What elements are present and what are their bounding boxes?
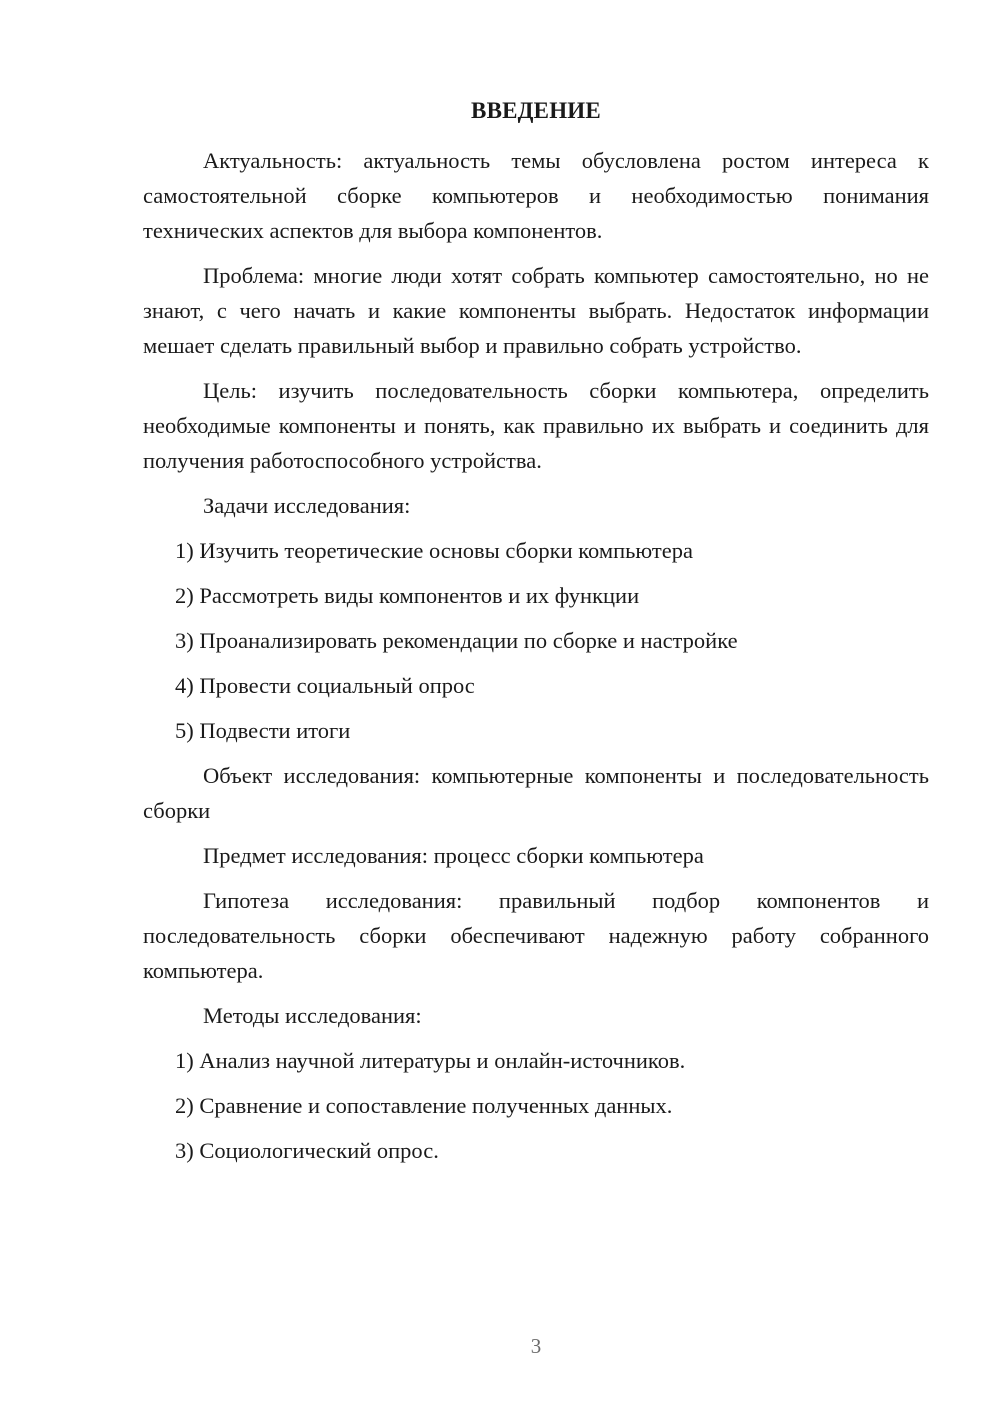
problem-paragraph: Проблема: многие люди хотят собрать компьютер самостоятельно, но не знают, с чего начать и какие компоненты выбрать. Недостаток информации мешает сделать правильный выбор и правильно собрать устройство. (143, 263, 929, 358)
task-item-1: 1) Изучить теоретические основы сборки компьютера (175, 538, 693, 563)
subject-paragraph: Предмет исследования: процесс сборки компьютера (203, 843, 704, 868)
page-number: 3 (530, 1334, 542, 1358)
methods-heading: Методы исследования: (203, 1003, 422, 1028)
object-paragraph: Объект исследования: компьютерные компоненты и последовательность сборки (143, 763, 929, 823)
task-item-5: 5) Подвести итоги (175, 718, 351, 743)
task-item-4: 4) Провести социальный опрос (175, 673, 475, 698)
goal-paragraph: Цель: изучить последовательность сборки компьютера, определить необходимые компоненты и понять, как правильно их выбрать и соединить для получения работоспособного устройства. (143, 378, 929, 473)
task-item-2: 2) Рассмотреть виды компонентов и их функции (175, 583, 640, 608)
page-content (143, 143, 929, 1178)
method-item-1: 1) Анализ научной литературы и онлайн-источников. (175, 1048, 686, 1073)
page-title: ВВЕДЕНИЕ (471, 98, 601, 123)
tasks-heading: Задачи исследования: (203, 493, 411, 518)
task-item-3: 3) Проанализировать рекомендации по сборке и настройке (175, 628, 738, 653)
method-item-3: 3) Социологический опрос. (175, 1138, 439, 1163)
relevance-paragraph: Актуальность: актуальность темы обусловлена ростом интереса к самостоятельной сборке компьютеров и необходимостью понимания технических аспектов для выбора компонентов. (143, 148, 929, 243)
hypothesis-paragraph: Гипотеза исследования: правильный подбор компонентов и последовательность сборки обеспечивают надежную работу собранного компьютера. (143, 888, 929, 983)
method-item-2: 2) Сравнение и сопоставление полученных данных. (175, 1093, 673, 1118)
